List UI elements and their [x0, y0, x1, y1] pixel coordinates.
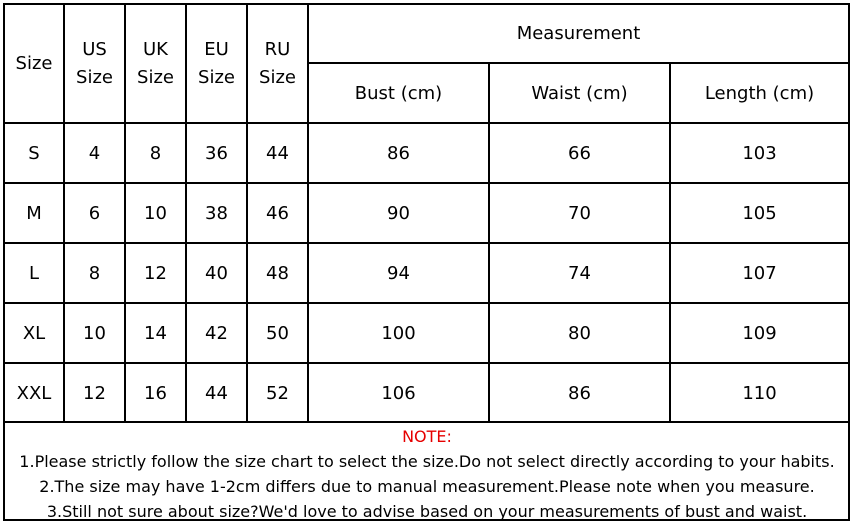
- header-us-line1: US: [82, 38, 107, 60]
- cell-us: 8: [88, 262, 101, 284]
- header-size: Size: [15, 53, 53, 74]
- cell-bust: 90: [387, 202, 410, 224]
- header-ru-line2: Size: [259, 66, 296, 88]
- cell-waist: 70: [568, 202, 591, 224]
- header-measurement: Measurement: [516, 23, 641, 44]
- header-eu-size: [187, 5, 246, 122]
- cell-waist: 66: [568, 142, 591, 164]
- cell-us: 12: [83, 382, 106, 404]
- cell-waist: 74: [568, 262, 591, 284]
- cell-ru: 44: [266, 142, 289, 164]
- cell-bust: 100: [381, 322, 416, 344]
- cell-length: 103: [742, 142, 777, 164]
- header-eu-line2: Size: [198, 66, 235, 88]
- cell-bust: 86: [387, 142, 410, 164]
- cell-size: XL: [22, 322, 46, 344]
- cell-uk: 10: [144, 202, 167, 224]
- notes-section: [4, 424, 850, 524]
- header-uk-line2: Size: [137, 66, 174, 88]
- cell-us: 4: [88, 142, 101, 164]
- cell-size: M: [26, 202, 42, 224]
- note-line: 2.The size may have 1-2cm differs due to manual measurement.Please note when you measure.: [39, 477, 815, 496]
- cell-length: 107: [742, 262, 777, 284]
- cell-length: 110: [742, 382, 777, 404]
- cell-length: 109: [742, 322, 777, 344]
- header-waist: Waist (cm): [531, 82, 628, 104]
- cell-uk: 14: [144, 322, 167, 344]
- cell-length: 105: [742, 202, 777, 224]
- cell-waist: 86: [568, 382, 591, 404]
- cell-size: S: [28, 142, 40, 164]
- cell-ru: 46: [266, 202, 289, 224]
- notes-title: NOTE:: [402, 427, 452, 446]
- header-uk-line1: UK: [143, 38, 168, 60]
- cell-eu: 38: [205, 202, 228, 224]
- cell-uk: 8: [149, 142, 162, 164]
- note-line: 1.Please strictly follow the size chart to select the size.Do not select directly according to your habits.: [19, 452, 835, 471]
- header-us-line2: Size: [76, 66, 113, 88]
- cell-uk: 16: [144, 382, 167, 404]
- cell-ru: 50: [266, 322, 289, 344]
- cell-bust: 94: [387, 262, 410, 284]
- cell-us: 10: [83, 322, 106, 344]
- header-us-size: [65, 5, 124, 122]
- cell-eu: 44: [205, 382, 228, 404]
- cell-size: L: [28, 262, 40, 284]
- header-bust: Bust (cm): [354, 82, 443, 104]
- cell-ru: 52: [266, 382, 289, 404]
- cell-ru: 48: [266, 262, 289, 284]
- cell-waist: 80: [568, 322, 591, 344]
- cell-eu: 42: [205, 322, 228, 344]
- note-line: 3.Still not sure about size?We'd love to advise based on your measurements of bust and waist.: [46, 502, 808, 521]
- header-ru-size: [248, 5, 307, 122]
- cell-size: XXL: [16, 382, 52, 404]
- header-eu-line1: EU: [204, 38, 229, 60]
- cell-bust: 106: [381, 382, 416, 404]
- header-length: Length (cm): [704, 82, 815, 104]
- cell-eu: 40: [205, 262, 228, 284]
- cell-us: 6: [88, 202, 101, 224]
- cell-eu: 36: [205, 142, 228, 164]
- header-uk-size: [126, 5, 185, 122]
- header-ru-line1: RU: [264, 38, 291, 60]
- cell-uk: 12: [144, 262, 167, 284]
